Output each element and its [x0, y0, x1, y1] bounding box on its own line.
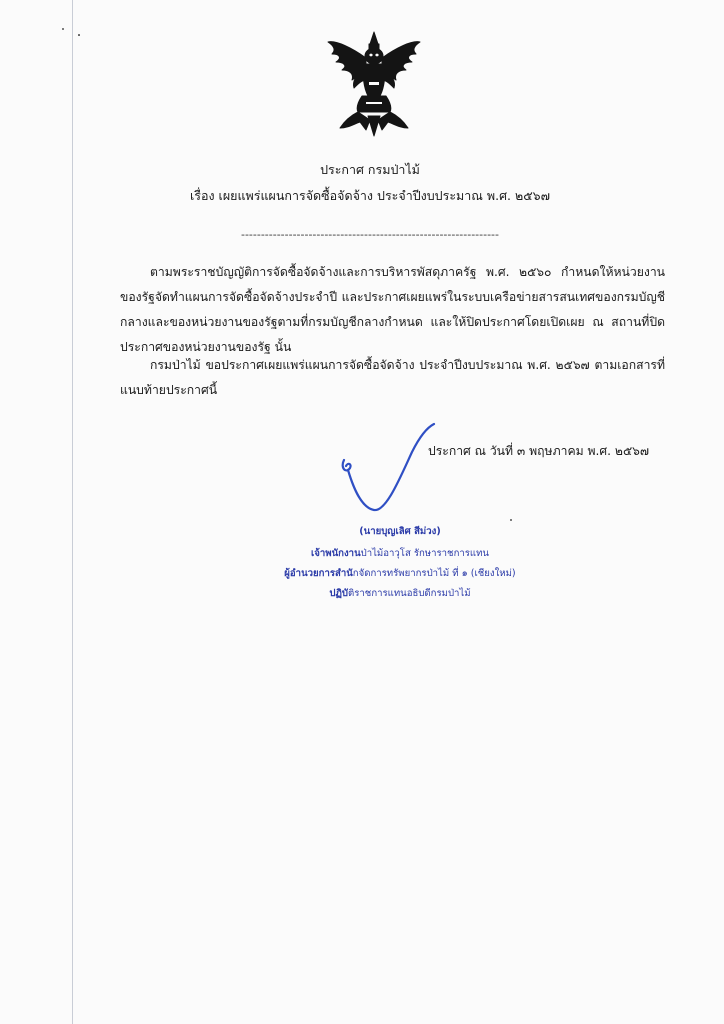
signatory-position-line-1-bold: เจ้าพนักงาน [311, 548, 361, 559]
scan-speck [62, 28, 64, 30]
announcement-subject: เรื่อง เผยแพร่แผนการจัดซื้อจัดจ้าง ประจำปีงบประมาณ พ.ศ. ๒๕๖๗ [189, 188, 551, 203]
body-paragraph-2: กรมป่าไม้ ขอประกาศเผยแพร่แผนการจัดซื้อจัดจ้าง ประจำปีงบประมาณ พ.ศ. ๒๕๖๗ ตามเอกสารที่แนบท้ายประกาศนี้ [120, 358, 665, 397]
signatory-position-line-3 [250, 586, 550, 601]
signatory-position-line-3-bold: ปฏิบั [329, 588, 349, 599]
signatory-position-line-2 [250, 566, 550, 581]
signatory-position-line-2-bold: ผู้อำนวยการสำนั [284, 568, 353, 579]
signatory-position-line-1 [250, 546, 550, 561]
handwritten-signature-icon [330, 418, 460, 528]
scan-fold-line [72, 0, 73, 1024]
scan-speck [78, 34, 80, 36]
announcement-date: ประกาศ ณ วันที่ ๓ พฤษภาคม พ.ศ. ๒๕๖๗ [428, 444, 650, 458]
scan-speck [510, 519, 512, 521]
signatory-name: (นายบุญเลิศ สีม่วง) [359, 526, 441, 537]
body-paragraph-1: ตามพระราชบัญญัติการจัดซื้อจัดจ้างและการบริหารพัสดุภาครัฐ พ.ศ. ๒๕๖๐ กำหนดให้หน่วยงานของรัฐจัดทำแผนการจัดซื้อจัดจ้างประจำปี และประกาศเผยแพร่ในระบบเครือข่ายสารสนเทศของกรมบัญชีกลางและของหน่วยงานของรัฐตามที่กรมบัญชีกลางกำหนด และให้ปิดประกาศโดยเปิดเผย ณ สถานที่ปิดประกาศของหน่วยงานของรัฐ นั้น [120, 265, 665, 354]
signatory-position-line-2-text: กจัดการทรัพยากรป่าไม้ ที่ ๑ (เชียงใหม่) [352, 568, 516, 579]
garuda-emblem-icon [322, 30, 426, 138]
announcement-title: ประกาศ กรมป่าไม้ [320, 162, 420, 177]
signatory-position-line-1-text: ป่าไม้อาวุโส รักษาราชการแทน [360, 548, 489, 559]
signatory-position-line-3-text: ติราชการแทนอธิบดีกรมป่าไม้ [348, 588, 471, 599]
separator-line: ----------------------------------------------------------------- [240, 228, 499, 241]
